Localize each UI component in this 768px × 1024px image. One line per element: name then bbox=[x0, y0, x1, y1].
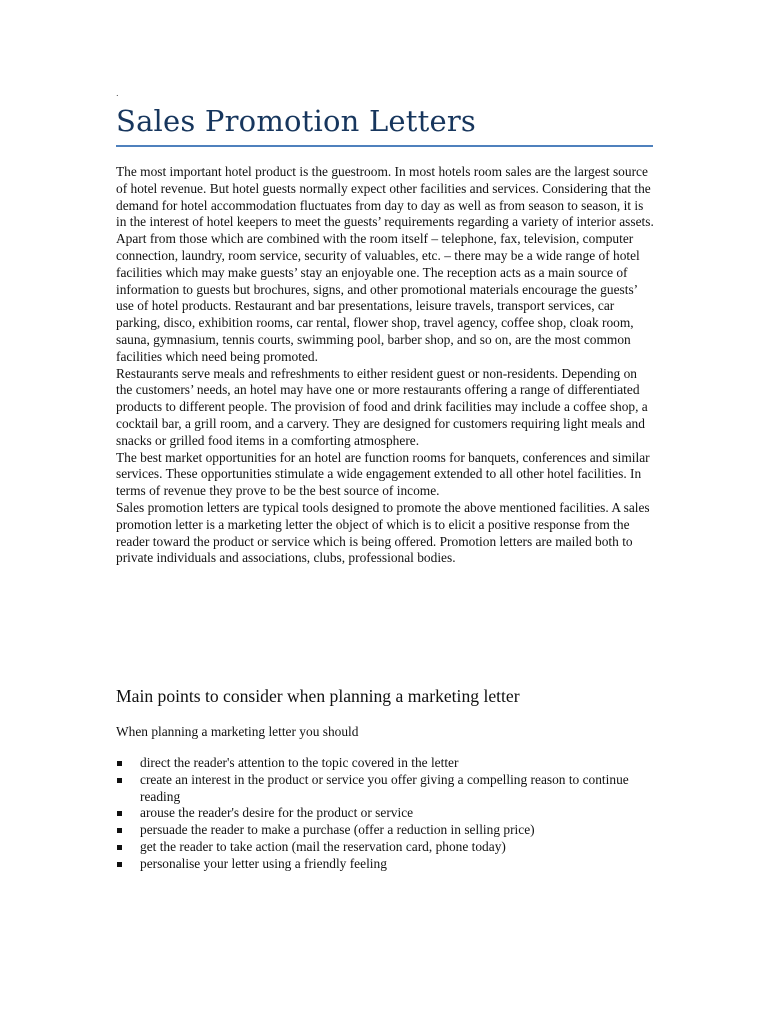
list-item bbox=[116, 755, 661, 772]
list-item bbox=[116, 772, 661, 806]
list-item-text: personalise your letter using a friendly feeling bbox=[140, 855, 387, 871]
paragraph-sales-promotion: Sales promotion letters are typical tools designed to promote the above mentioned facilities. A sales promotion letter is a marketing letter the object of which is to elicit a positive response from the reader toward the product or service which is being offered. Promotion letters are mailed both to private individuals and associations, clubs, professional bodies. bbox=[116, 499, 650, 566]
list-item-text: arouse the reader's desire for the product or service bbox=[140, 805, 414, 821]
section-heading: Main points to consider when planning a marketing letter bbox=[116, 686, 520, 706]
bullet-list bbox=[116, 755, 661, 873]
list-item-text: get the reader to take action (mail the reservation card, phone today) bbox=[140, 838, 506, 854]
section-intro: When planning a marketing letter you should bbox=[116, 724, 359, 739]
list-item bbox=[116, 805, 661, 822]
list-item-text: persuade the reader to make a purchase (offer a reduction in selling price) bbox=[140, 822, 535, 838]
page-title: Sales Promotion Letters bbox=[116, 104, 477, 138]
title-underline bbox=[116, 145, 653, 147]
square-bullet-icon bbox=[117, 828, 122, 833]
paragraph-market-opportunities: The best market opportunities for an hotel are function rooms for banquets, conferences and similar services. These opportunities stimulate a wide engagement extended to all other hotel facilities. In terms of revenue they prove to be the best source of income. bbox=[116, 449, 650, 499]
paragraph-restaurants: Restaurants serve meals and refreshments to either resident guest or non-residents. Depending on the customers’ needs, an hotel may have one or more restaurants offering a range of differentiated products to different people. The provision of food and drink facilities may include a coffee shop, a cocktail bar, a grill room, and a carvery. They are designed for customers requiring light meals and snacks or grilled food items in a comforting atmosphere. bbox=[116, 365, 648, 448]
top-mark: . bbox=[116, 89, 119, 98]
square-bullet-icon bbox=[117, 778, 122, 783]
list-item bbox=[116, 856, 661, 873]
paragraph-hotel-product: The most important hotel product is the guestroom. In most hotels room sales are the largest source of hotel revenue. But hotel guests normally expect other facilities and services. Considering that the demand for hotel accommodation fluctuates from day to day as well as from season to season, it is in the interest of hotel keepers to meet the guests’ requirements regarding a variety of interior assets. Apart from those which are combined with the room itself – telephone, fax, television, computer connection, laundry, room service, security of valuables, etc. – there may be a wide range of hotel facilities which may make guests’ stay an enjoyable one. The reception acts as a main source of information to guests but brochures, signs, and other promotional materials encourage the guests’ use of hotel products. Restaurant and bar presentations, leisure travels, transport services, car parking, disco, exhibition rooms, car rental, flower shop, travel agency, coffee shop, cloak room, sauna, gymnasium, tennis courts, swimming pool, barber shop, and so on, are the most common facilities which need being promoted. bbox=[116, 164, 654, 364]
list-item bbox=[116, 822, 661, 839]
list-item-text: create an interest in the product or service you offer giving a compelling reason to continue reading bbox=[140, 771, 629, 804]
list-item bbox=[116, 839, 661, 856]
square-bullet-icon bbox=[117, 862, 122, 867]
list-item-text: direct the reader's attention to the topic covered in the letter bbox=[140, 755, 459, 770]
body-text bbox=[116, 164, 656, 567]
square-bullet-icon bbox=[117, 761, 122, 766]
square-bullet-icon bbox=[117, 811, 122, 816]
square-bullet-icon bbox=[117, 845, 122, 850]
